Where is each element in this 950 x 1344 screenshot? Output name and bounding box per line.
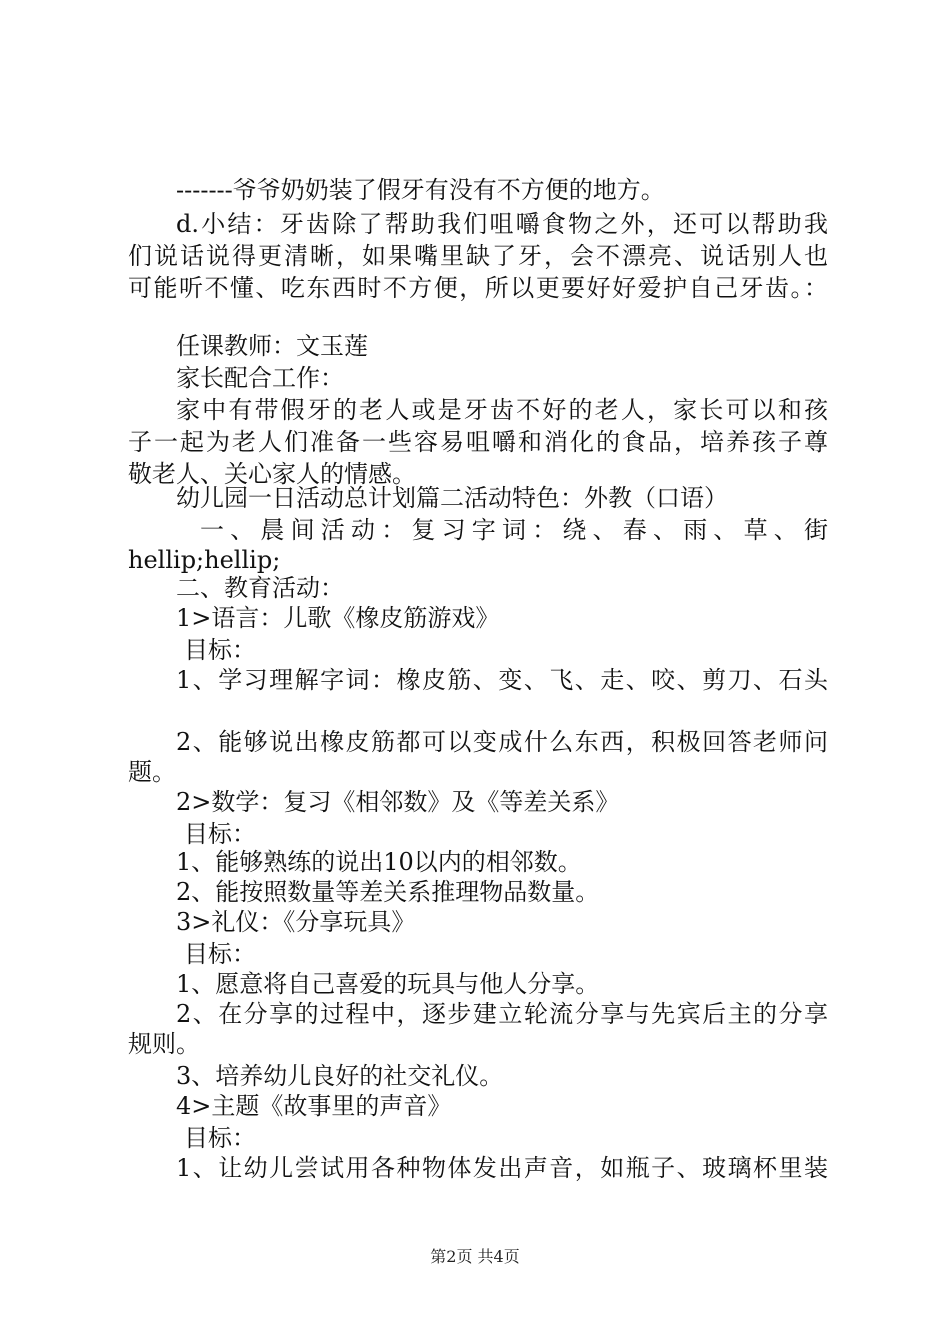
goal-label-4: 目标： [184,1124,256,1152]
text-line-8: 子一起为老人们准备一些容易咀嚼和消化的食品，培养孩子尊 [128,428,828,456]
teacher-line: 任课教师：文玉莲 [176,332,368,360]
text-line-17: 2、能够说出橡皮筋都可以变成什么东西，积极回答老师问 [176,728,828,756]
education-activity-heading: 二、教育活动： [176,574,344,602]
text-line-1: -------爷爷奶奶装了假牙有没有不方便的地方。 [176,176,665,204]
text-line-4: 可能听不懂、吃东西时不方便，所以更要好好爱护自己牙齿。： [128,274,828,302]
text-line-28: 3、培养幼儿良好的社交礼仪。 [176,1062,504,1090]
goal-label-3: 目标： [184,940,256,968]
text-line-3: 们说话说得更清晰，如果嘴里缺了牙，会不漂亮、说话别人也 [128,242,828,270]
text-line-9: 敬老人、关心家人的情感。 [128,460,416,488]
text-line-18: 题。 [128,758,176,786]
page-footer: 第2页 共4页 [430,1247,520,1266]
goal-label-2: 目标： [184,820,256,848]
text-line-16: 1、学习理解字词：橡皮筋、变、飞、走、咬、剪刀、石头 [176,666,828,694]
text-line-21: 1、能够熟练的说出10以内的相邻数。 [176,848,582,876]
language-item: 1>语言：儿歌《橡皮筋游戏》 [176,604,500,632]
text-line-2: d.小结：牙齿除了帮助我们咀嚼食物之外，还可以帮助我 [176,210,828,238]
text-line-25: 1、愿意将自己喜爱的玩具与他人分享。 [176,970,600,998]
math-item: 2>数学：复习《相邻数》及《等差关系》 [176,788,620,816]
text-line-12: hellip;hellip; [128,546,281,574]
theme-item: 4>主题《故事里的声音》 [176,1092,452,1120]
text-line-27: 规则。 [128,1030,200,1058]
text-line-22: 2、能按照数量等差关系推理物品数量。 [176,878,600,906]
text-line-31: 1、让幼儿尝试用各种物体发出声音，如瓶子、玻璃杯里装 [176,1154,828,1182]
text-line-11: 一、晨间活动：复习字词：绕、春、雨、草、街 [200,516,828,544]
parent-cooperation-heading: 家长配合工作： [176,364,344,392]
goal-label-1: 目标： [184,636,256,664]
section-title: 幼儿园一日活动总计划篇二活动特色：外教（口语） [176,484,728,512]
etiquette-item: 3>礼仪：《分享玩具》 [176,908,416,936]
text-line-7: 家中有带假牙的老人或是牙齿不好的老人，家长可以和孩 [176,396,828,424]
text-line-26: 2、在分享的过程中，逐步建立轮流分享与先宾后主的分享 [176,1000,828,1028]
